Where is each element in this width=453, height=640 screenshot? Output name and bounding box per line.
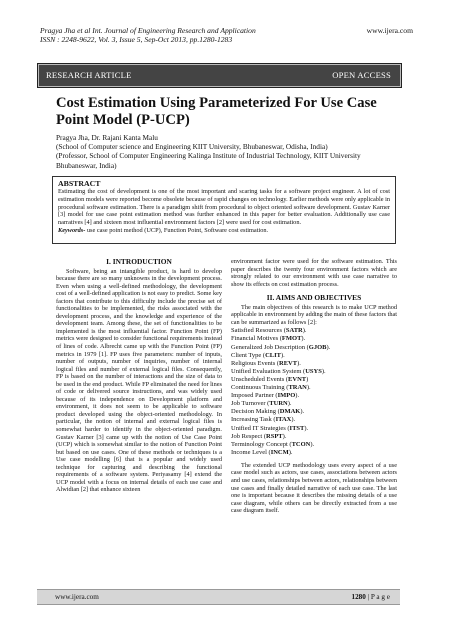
objective-end: ).	[306, 384, 311, 392]
objective-label: Continuous Training (	[231, 384, 289, 392]
article-banner	[37, 63, 402, 88]
affiliation-1: (School of Computer science and Engineering KIIT University, Bhubaneswar, Odisha, India)	[56, 142, 328, 152]
journal-website[interactable]: www.ijera.com	[366, 26, 413, 35]
objective-code: TURN	[269, 400, 288, 408]
objective-end: ).	[297, 359, 301, 367]
objective-label: Terminology Concept (	[231, 440, 292, 448]
objective-label: Increasing Task (	[231, 416, 276, 424]
objective-end: ).	[281, 351, 285, 359]
objective-end: ).	[304, 424, 309, 432]
abstract-box	[52, 176, 396, 244]
objective-item	[231, 400, 397, 408]
objective-item	[231, 352, 397, 360]
objective-item	[231, 425, 397, 433]
journal-citation	[40, 26, 256, 45]
objective-end: ).	[300, 408, 305, 416]
objective-end: ).	[291, 416, 296, 424]
objective-end: ).	[326, 343, 331, 351]
objective-label: Imposed Partner (	[231, 392, 278, 400]
objective-item	[231, 441, 397, 449]
citation-line-2: ISSN : 2248-9622, Vol. 3, Issue 5, Sep-Oct 2013, pp.1280-1283	[40, 35, 233, 45]
introduction-heading: I. INTRODUCTION	[106, 257, 172, 266]
affiliation-3: Bhubaneswar, India)	[56, 160, 117, 170]
open-access-label: OPEN ACCESS	[332, 70, 391, 80]
objective-code: DMAK	[279, 408, 301, 416]
objective-item	[231, 368, 397, 376]
objective-end: ).	[302, 327, 307, 335]
objective-code: TCON	[291, 440, 311, 448]
page-number	[351, 593, 390, 601]
objective-code: RSPT	[266, 432, 283, 440]
left-column	[56, 258, 222, 494]
objective-item	[231, 344, 397, 352]
objective-label: Unscheduled Events (	[231, 375, 289, 383]
objective-code: ITAX	[275, 416, 292, 424]
objective-end: )	[306, 375, 309, 383]
objective-label: Job Turnover (	[231, 400, 270, 408]
objective-end: ).	[287, 400, 292, 408]
objective-label: Religious Events (	[231, 359, 280, 367]
paper-title: Cost Estimation Using Parameterized For Use Case Point Model (P-UCP)	[56, 95, 377, 128]
right-column	[231, 258, 397, 515]
objective-code: SATR	[285, 327, 303, 335]
objective-item	[231, 408, 397, 416]
objective-code: INCM	[270, 448, 289, 456]
objective-end: ).	[288, 448, 293, 456]
objective-item	[231, 360, 397, 368]
objective-code: REVT	[279, 359, 298, 367]
objective-label: Job Respect (	[231, 432, 267, 440]
objective-label: Income Level (	[231, 448, 271, 456]
objective-item	[231, 335, 397, 343]
objective-label: Satisfied Resources (	[231, 327, 286, 335]
citation-line-1: Pragya Jha et al Int. Journal of Engineering Research and Application	[40, 26, 256, 35]
introduction-continued: environment factor were used for the software estimation. This paper describes the twenty four environment factors which are strongly related to our environment with use case narrative to show its effects on cost estimation process.	[231, 258, 397, 288]
objective-item	[231, 416, 397, 424]
author-names: Pragya Jha, Dr. Rajani Kanta Malu	[56, 133, 158, 142]
keywords-line	[58, 227, 390, 235]
objective-code: CLIT	[265, 351, 281, 359]
abstract-text: Estimating the cost of development is one of the most important and scaring tasks for a software project engineer. A lot of cost estimation models were reported become obsolete because of rapid changes on technology. Earlier methods were only applicable in procedural software estimation. There is a paradigm shift from procedural to object oriented software development. Gustav Karner [3] model for use case point estimation method was further enhanced in this paper for better evaluation. Additionally use case narratives [4] and sixteen most influential environment factors [2] were used for cost estimation.	[58, 188, 390, 227]
objective-end: ).	[301, 335, 306, 343]
objective-code: ITST	[289, 424, 305, 432]
objective-item	[231, 433, 397, 441]
page-suffix: | P a g e	[365, 593, 390, 601]
keywords-label: Keywords-	[58, 226, 86, 234]
objective-label: Decision Making (	[231, 408, 280, 416]
objective-label: Unified Evaluation System (	[231, 367, 306, 375]
introduction-text: Software, being an intangible product, is hard to develop because there are so many unknowns in the development process. Even when using a well-defined methodology, the development cost of a well-defined application is not easy to predict. Some key factors that contribute to this difficulty include the precise set of functionalities to be implemented, the risks associated with the development process, and the knowledge and experience of the development team. Among these, the set of functionalities to be implemented is the most influential factor. Function Point (FP) metrics were designed to consider functional requirements instead of lines of code. Albrecht came up with the Function Point (FP) metrics in 1979 [1]. FP uses five parameters: number of inputs, number of outputs, number of inquiries, number of internal logical files and number of external logical files. Consequently, FP is based on the number of interactions and the size of data to be used in the end product. While FP eliminated the need for lines of code or delivered source instructions, and was widely used because of its independence on Development platform and environment, it does not seem to be applicable to software product developed using the object-oriented methodology. In particular, the notion of internal and external logical files is somewhat harder to identify in the object-oriented paradigm. Gustav Karner [3] came up with the notion of Use Case Point (UCP) which is somewhat similar to the notion of Function Point but based on use cases. One of these methods or techniques is a Use case modelling [6] that is a popular and widely used technique for capturing and describing the functional requirements of a software system. Periyasamy [4] extend the UCP model with a focus on internal details of each use case and Alwidian [2] that enhance sixteen	[56, 267, 222, 494]
aims-paragraph-2: The extended UCP methodology uses every aspect of a use case model such as actors, use cases, associations between actors and use cases, relationships between actors, relationships between use cases and finally detailed narrative of each use case. The last one is important because it describes the missing details of a use case diagram, while others can be directly extracted from a use case diagram itself.	[231, 461, 397, 515]
objective-end: ).	[310, 440, 315, 448]
research-article-label: RESEARCH ARTICLE	[46, 70, 132, 80]
objective-end: ).	[295, 392, 300, 400]
objective-code: TRAN	[288, 384, 307, 392]
objective-item	[231, 384, 397, 392]
author-block	[56, 133, 416, 170]
objective-item	[231, 327, 397, 335]
keywords-text: use case point method (UCP), Function Point, Software cost estimation.	[85, 226, 269, 234]
aims-heading: II. AIMS AND OBJECTIVES	[266, 293, 362, 303]
aims-text: The main objectives of this research is to make UCP method applicable in environment by adding the main of these factors that can be summarized as follows [2]:	[231, 303, 397, 326]
objective-code: EVNT	[288, 375, 307, 383]
objectives-list	[231, 327, 397, 457]
objective-item	[231, 376, 397, 384]
abstract-heading: ABSTRACT	[58, 179, 101, 188]
footer-website[interactable]: www.ijera.com	[55, 593, 99, 601]
objective-code: FMOT	[281, 335, 302, 343]
objective-end: ).	[282, 432, 287, 440]
page-footer	[37, 589, 400, 605]
objective-label: Client Type (	[231, 351, 266, 359]
objective-item	[231, 392, 397, 400]
objective-end: ).	[321, 367, 326, 375]
affiliation-2: (Professor, School of Computer Engineering Kalinga Institute of Industrial Technology, KIIT University	[56, 151, 361, 161]
objective-code: USYS	[305, 367, 322, 375]
objective-label: Financial Motives (	[231, 335, 282, 343]
objective-label: Unified IT Strategies (	[231, 424, 290, 432]
objective-code: IMPO	[277, 392, 296, 400]
objective-code: GJOB	[308, 343, 327, 351]
objective-label: Generalized Job Description (	[231, 343, 309, 351]
page-number-value: 1280	[351, 593, 366, 601]
objective-item	[231, 449, 397, 457]
